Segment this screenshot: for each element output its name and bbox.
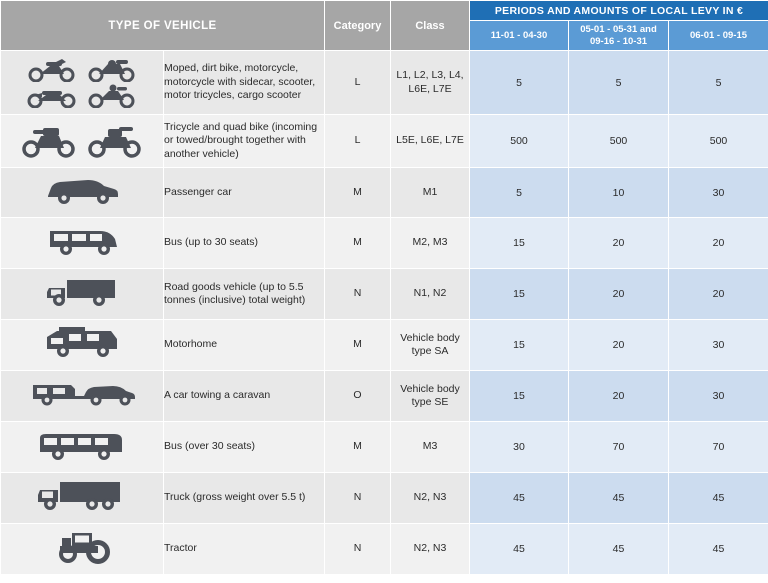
levy-period-2: 500 — [569, 115, 669, 168]
levy-period-1: 15 — [470, 269, 569, 320]
vehicle-class: M3 — [391, 422, 470, 473]
vehicle-description: Bus (over 30 seats) — [164, 422, 325, 473]
levy-period-1: 15 — [470, 371, 569, 422]
table-header-row-top — [1, 1, 768, 21]
tractor-icon — [1, 524, 164, 575]
table-body — [1, 51, 768, 575]
large-truck-icon — [1, 473, 164, 524]
vehicle-category: M — [325, 422, 391, 473]
vehicle-class: L1, L2, L3, L4, L6E, L7E — [391, 51, 470, 115]
table-row — [1, 168, 768, 218]
vehicle-description: Tricycle and quad bike (incoming or towed/brought together with another vehicle) — [164, 115, 325, 168]
levy-period-3: 20 — [669, 218, 768, 269]
vehicle-class: L5E, L6E, L7E — [391, 115, 470, 168]
levy-period-2: 20 — [569, 320, 669, 371]
levy-period-1: 5 — [470, 168, 569, 218]
levy-period-3: 30 — [669, 320, 768, 371]
levy-period-2: 70 — [569, 422, 669, 473]
header-category: Category — [325, 1, 391, 51]
levy-period-3: 45 — [669, 524, 768, 575]
levy-period-2: 20 — [569, 269, 669, 320]
levy-period-2: 10 — [569, 168, 669, 218]
minibus-icon — [1, 218, 164, 269]
levy-period-1: 45 — [470, 524, 569, 575]
vehicle-description: A car towing a caravan — [164, 371, 325, 422]
header-period-2 — [569, 21, 669, 51]
header-class: Class — [391, 1, 470, 51]
box-truck-icon — [1, 269, 164, 320]
levy-period-1: 5 — [470, 51, 569, 115]
vehicle-class: Vehicle body type SE — [391, 371, 470, 422]
vehicle-category: M — [325, 168, 391, 218]
levy-period-3: 45 — [669, 473, 768, 524]
vehicle-description: Truck (gross weight over 5.5 t) — [164, 473, 325, 524]
levy-period-1: 30 — [470, 422, 569, 473]
levy-period-1: 45 — [470, 473, 569, 524]
vehicle-description: Bus (up to 30 seats) — [164, 218, 325, 269]
levy-period-3: 20 — [669, 269, 768, 320]
vehicle-category: L — [325, 51, 391, 115]
levy-period-3: 30 — [669, 168, 768, 218]
vehicle-description: Motorhome — [164, 320, 325, 371]
levy-period-2: 45 — [569, 473, 669, 524]
header-period-2-line1: 05-01 - 05-31 and — [580, 23, 657, 35]
levy-period-1: 15 — [470, 218, 569, 269]
table-row — [1, 115, 768, 168]
levy-period-2: 20 — [569, 218, 669, 269]
levy-period-3: 5 — [669, 51, 768, 115]
levy-period-2: 45 — [569, 524, 669, 575]
vehicle-class: N2, N3 — [391, 473, 470, 524]
levy-period-1: 500 — [470, 115, 569, 168]
header-period-1: 11-01 - 04-30 — [470, 21, 569, 51]
vehicle-class: Vehicle body type SA — [391, 320, 470, 371]
table-row — [1, 269, 768, 320]
vehicle-category: N — [325, 473, 391, 524]
levy-period-3: 70 — [669, 422, 768, 473]
vehicle-category: L — [325, 115, 391, 168]
levy-period-2: 20 — [569, 371, 669, 422]
vehicle-description: Moped, dirt bike, motorcycle, motorcycle with sidecar, scooter, motor tricycles, cargo scooter — [164, 51, 325, 115]
vehicle-class: M2, M3 — [391, 218, 470, 269]
vehicle-category: M — [325, 320, 391, 371]
coach-bus-icon — [1, 422, 164, 473]
table-row — [1, 422, 768, 473]
table-row — [1, 320, 768, 371]
header-vehicle-type: TYPE OF VEHICLE — [1, 1, 325, 51]
header-period-3: 06-01 - 09-15 — [669, 21, 768, 51]
passenger-car-icon — [1, 168, 164, 218]
vehicle-category: N — [325, 524, 391, 575]
table-row — [1, 524, 768, 575]
tricycle-quadbike-icon — [1, 115, 164, 168]
table-row — [1, 51, 768, 115]
table-row — [1, 218, 768, 269]
vehicle-description: Tractor — [164, 524, 325, 575]
vehicle-class: M1 — [391, 168, 470, 218]
levy-period-3: 500 — [669, 115, 768, 168]
vehicle-category: M — [325, 218, 391, 269]
table-row — [1, 371, 768, 422]
vehicle-description: Passenger car — [164, 168, 325, 218]
header-period-2-line2: 09-16 - 10-31 — [589, 35, 648, 47]
vehicle-category: N — [325, 269, 391, 320]
vehicle-category: O — [325, 371, 391, 422]
table-row — [1, 473, 768, 524]
car-with-caravan-icon — [1, 371, 164, 422]
vehicle-description: Road goods vehicle (up to 5.5 tonnes (inclusive) total weight) — [164, 269, 325, 320]
levy-period-2: 5 — [569, 51, 669, 115]
levy-period-1: 15 — [470, 320, 569, 371]
vehicle-class: N2, N3 — [391, 524, 470, 575]
motorcycles-group-icon — [1, 51, 164, 115]
vehicle-class: N1, N2 — [391, 269, 470, 320]
levy-period-3: 30 — [669, 371, 768, 422]
motorhome-icon — [1, 320, 164, 371]
header-periods-title: PERIODS AND AMOUNTS OF LOCAL LEVY IN € — [470, 1, 768, 21]
